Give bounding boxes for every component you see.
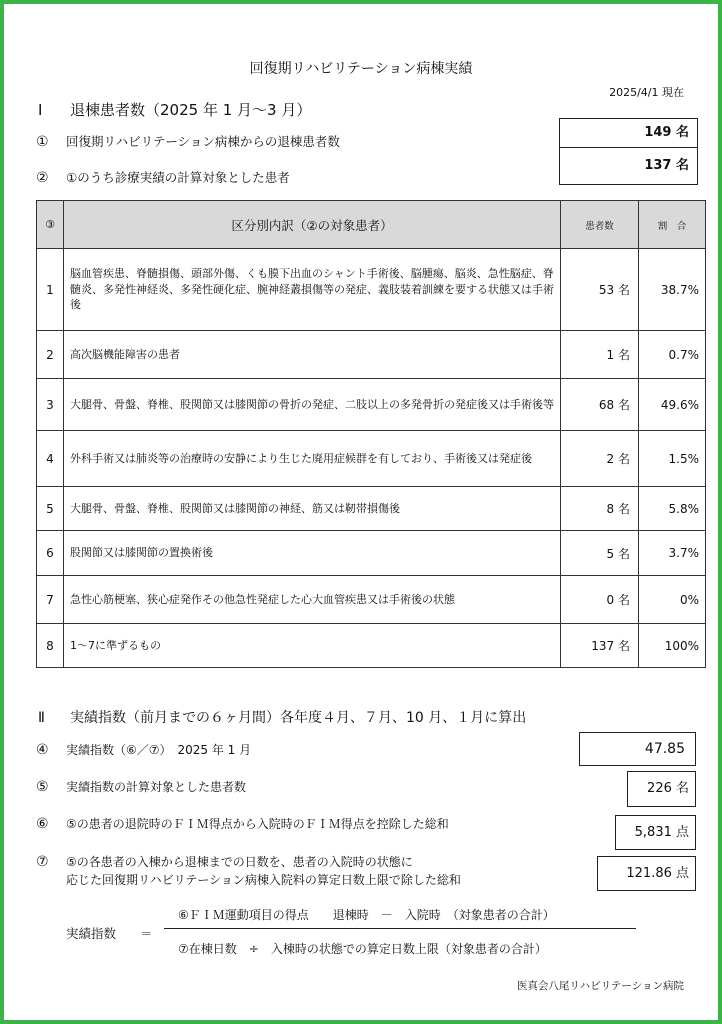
item2-value-box bbox=[559, 147, 698, 185]
row-desc: 1～7に準ずるもの bbox=[64, 624, 561, 668]
table-row bbox=[37, 576, 706, 624]
section2-number: Ⅱ bbox=[38, 710, 45, 726]
item5-text: 実績指数の計算対象とした患者数 bbox=[66, 780, 247, 794]
item1-mark: ① bbox=[36, 134, 49, 150]
item1-label bbox=[36, 132, 340, 150]
row-no: 7 bbox=[37, 576, 64, 624]
row-ratio: 3.7% bbox=[639, 531, 706, 576]
formula-numerator: ⑥ＦＩＭ運動項目の得点 退棟時 － 入院時 （対象患者の合計） bbox=[178, 908, 555, 922]
formula-fraction-line bbox=[164, 928, 636, 929]
row-count: 2 名 bbox=[561, 431, 639, 487]
item5-value: 226 名 bbox=[647, 781, 689, 796]
item7-text-line1: ⑤の各患者の入棟から退棟までの日数を、患者の入院時の状態に bbox=[66, 855, 413, 869]
as-of-date: 2025/4/1 現在 bbox=[609, 86, 684, 99]
item7-text-line2: 応じた回復期リハビリテーション病棟入院料の算定日数上限で除した総和 bbox=[66, 873, 461, 887]
item7-value-box bbox=[597, 856, 696, 891]
item6-mark: ⑥ bbox=[36, 816, 49, 832]
row-count: 1 名 bbox=[561, 331, 639, 379]
table-row bbox=[37, 487, 706, 531]
item2-value: 137 名 bbox=[644, 158, 689, 173]
row-count: 137 名 bbox=[561, 624, 639, 668]
row-no: 2 bbox=[37, 331, 64, 379]
item4-value: 47.85 bbox=[644, 741, 685, 757]
row-ratio: 100% bbox=[639, 624, 706, 668]
formula-label: 実績指数 bbox=[66, 926, 117, 941]
item1-value: 149 名 bbox=[644, 125, 689, 140]
hospital-name: 医真会八尾リハビリテーション病院 bbox=[516, 980, 684, 992]
row-count: 53 名 bbox=[561, 249, 639, 331]
item2-mark: ② bbox=[36, 170, 49, 186]
item5-label bbox=[36, 778, 246, 795]
item5-mark: ⑤ bbox=[36, 779, 49, 795]
table-row bbox=[37, 379, 706, 431]
item4-text: 実績指数（⑥／⑦） 2025 年 1 月 bbox=[66, 743, 252, 757]
item1-value-box bbox=[559, 118, 698, 148]
item1-text: 回復期リハビリテーション病棟からの退棟患者数 bbox=[66, 134, 340, 149]
item6-value: 5,831 点 bbox=[634, 825, 689, 840]
row-desc: 外科手術又は肺炎等の治療時の安静により生じた廃用症候群を有しており、手術後又は発症後 bbox=[64, 431, 561, 487]
header-no: ③ bbox=[37, 201, 64, 249]
row-count: 5 名 bbox=[561, 531, 639, 576]
row-no: 1 bbox=[37, 249, 64, 331]
section1-heading bbox=[38, 99, 311, 120]
table-row bbox=[37, 531, 706, 576]
row-desc: 高次脳機能障害の患者 bbox=[64, 331, 561, 379]
item2-label bbox=[36, 168, 290, 186]
header-label: 区分別内訳（②の対象患者） bbox=[64, 201, 561, 249]
item7-value: 121.86 点 bbox=[626, 866, 689, 881]
table-row bbox=[37, 431, 706, 487]
row-desc: 急性心筋梗塞、狭心症発作その他急性発症した心大血管疾患又は手術後の状態 bbox=[64, 576, 561, 624]
row-ratio: 49.6% bbox=[639, 379, 706, 431]
row-no: 4 bbox=[37, 431, 64, 487]
table-row bbox=[37, 624, 706, 668]
section1-number: Ⅰ bbox=[38, 101, 43, 119]
item7-label bbox=[36, 853, 461, 889]
breakdown-table bbox=[36, 200, 706, 668]
row-ratio: 5.8% bbox=[639, 487, 706, 531]
table-row bbox=[37, 249, 706, 331]
row-count: 0 名 bbox=[561, 576, 639, 624]
row-ratio: 0.7% bbox=[639, 331, 706, 379]
item5-value-box bbox=[627, 771, 696, 807]
item6-text: ⑤の患者の退院時のＦＩＭ得点から入院時のＦＩＭ得点を控除した総和 bbox=[66, 817, 449, 831]
row-desc: 大腿骨、骨盤、脊椎、股関節又は膝関節の神経、筋又は靭帯損傷後 bbox=[64, 487, 561, 531]
table-header-row bbox=[37, 201, 706, 249]
row-ratio: 38.7% bbox=[639, 249, 706, 331]
row-count: 8 名 bbox=[561, 487, 639, 531]
item7-mark: ⑦ bbox=[36, 854, 49, 870]
formula-denominator: ⑦在棟日数 ÷ 入棟時の状態での算定日数上限（対象患者の合計） bbox=[178, 942, 547, 956]
section1-title: 退棟患者数（2025 年 1 月～3 月） bbox=[70, 101, 312, 119]
page-title: 回復期リハビリテーション病棟実績 bbox=[249, 61, 473, 77]
section2-title: 実績指数（前月までの６ヶ月間）各年度４月、７月、10 月、１月に算出 bbox=[70, 710, 527, 726]
item2-text: ①のうち診療実績の計算対象とした患者 bbox=[66, 170, 290, 185]
item4-value-box bbox=[579, 732, 696, 766]
header-ratio: 割 合 bbox=[639, 201, 706, 249]
row-count: 68 名 bbox=[561, 379, 639, 431]
item6-value-box bbox=[615, 815, 696, 850]
header-count: 患者数 bbox=[561, 201, 639, 249]
row-no: 8 bbox=[37, 624, 64, 668]
section2-heading bbox=[38, 707, 526, 727]
table-row bbox=[37, 331, 706, 379]
item6-label bbox=[36, 815, 449, 832]
row-desc: 脳血管疾患、脊髄損傷、頭部外傷、くも膜下出血のシャント手術後、脳腫瘍、脳炎、急性脳症、脊髄炎、多発性神経炎、多発性硬化症、腕神経叢損傷等の発症、義肢装着訓練を要する状態又は手術後 bbox=[64, 249, 561, 331]
row-desc: 股関節又は膝関節の置換術後 bbox=[64, 531, 561, 576]
row-ratio: 0% bbox=[639, 576, 706, 624]
row-desc: 大腿骨、骨盤、脊椎、股関節又は膝関節の骨折の発症、二肢以上の多発骨折の発症後又は手術後等 bbox=[64, 379, 561, 431]
row-no: 3 bbox=[37, 379, 64, 431]
item4-mark: ④ bbox=[36, 742, 49, 758]
row-no: 5 bbox=[37, 487, 64, 531]
row-no: 6 bbox=[37, 531, 64, 576]
formula-equals: ＝ bbox=[140, 926, 153, 941]
row-ratio: 1.5% bbox=[639, 431, 706, 487]
item4-label bbox=[36, 741, 251, 758]
